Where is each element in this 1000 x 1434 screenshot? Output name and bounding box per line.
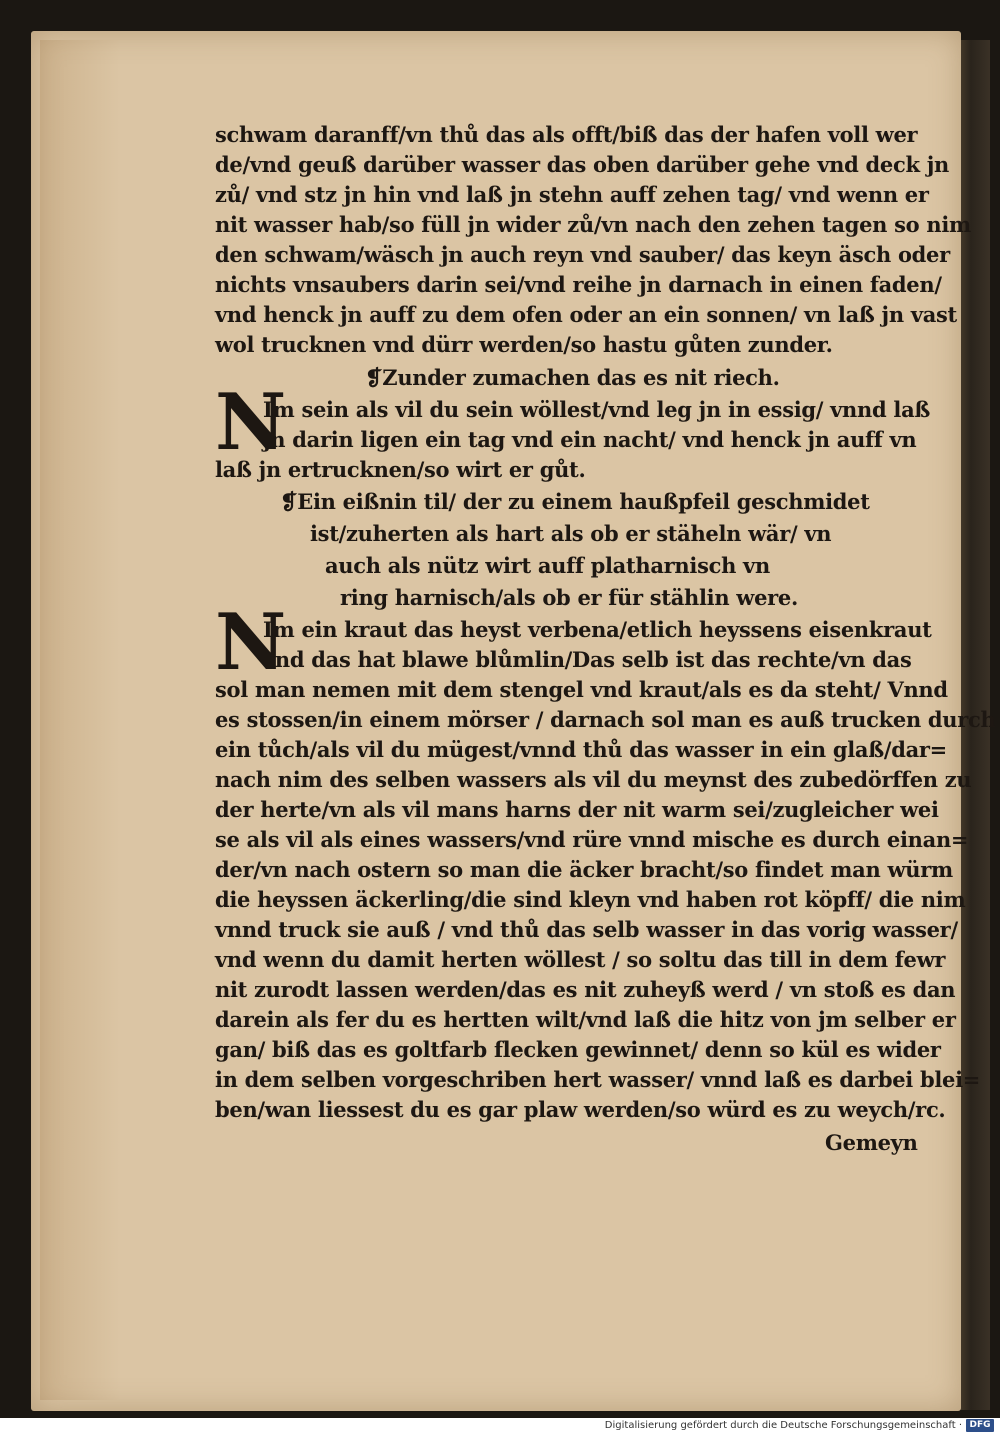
text-line: darein als fer du es hertten wilt/vnd laß die hitz von jm selber er (215, 1007, 956, 1032)
text-line: wol trucknen vnd dürr werden/so hastu gůten zunder. (215, 332, 833, 357)
text-line: laß jn ertrucknen/so wirt er gůt. (215, 457, 586, 482)
section-heading-line: ring harnisch/als ob er für stählin were. (340, 585, 798, 610)
section-heading-line: ❡Ein eißnin til/ der zu einem haußpfeil geschmidet (280, 489, 870, 514)
drop-initial: N (215, 377, 287, 468)
text-line: die heyssen äckerling/die sind kleyn vnd haben rot köpff/ die nim (215, 887, 966, 912)
catchword: Gemeyn (825, 1130, 918, 1155)
text-line: der/vn nach ostern so man die äcker bracht/so findet man würm (215, 857, 953, 882)
text-line: nit zurodt lassen werden/das es nit zuheyß werd / vn stoß es dan (215, 977, 956, 1002)
text-line: schwam daranff/vn thů das als offt/biß das der hafen voll wer (215, 122, 918, 147)
section-heading: ❡Zunder zumachen das es nit riech. (365, 365, 780, 390)
text-line: vnd wenn du damit herten wöllest / so soltu das till in dem fewr (215, 947, 946, 972)
footer-credit: Digitalisierung gefördert durch die Deutsche Forschungsgemeinschaft · (604, 1420, 962, 1431)
section-heading-line: auch als nütz wirt auff platharnisch vn (325, 553, 770, 578)
text-line: jn darin ligen ein tag vnd ein nacht/ vnd henck jn auff vn (263, 427, 917, 452)
text-line: de/vnd geuß darüber wasser das oben darüber gehe vnd deck jn (215, 152, 949, 177)
text-line: ben/wan liessest du es gar plaw werden/so würd es zu weych/rc. (215, 1097, 946, 1122)
text-line: nichts vnsaubers darin sei/vnd reihe jn darnach in einen faden/ (215, 272, 942, 297)
drop-initial: N (215, 597, 287, 688)
text-line: Im sein als vil du sein wöllest/vnd leg jn in essig/ vnnd laß (263, 397, 931, 422)
text-line: es stossen/in einem mörser / darnach sol man es auß trucken durch (215, 707, 996, 732)
text-line: nach nim des selben wassers als vil du meynst des zubedörffen zu (215, 767, 972, 792)
text-line: sol man nemen mit dem stengel vnd kraut/als es da steht/ Vnnd (215, 677, 948, 702)
text-line: den schwam/wäsch jn auch reyn vnd sauber/ das keyn äsch oder (215, 242, 950, 267)
text-line: nit wasser hab/so füll jn wider zů/vn nach den zehen tagen so nim (215, 212, 971, 237)
dfg-logo: DFG (966, 1419, 994, 1432)
text-line: se als vil als eines wassers/vnd rüre vnnd mische es durch einan= (215, 827, 969, 852)
text-line: der herte/vn als vil mans harns der nit warm sei/zugleicher wei (215, 797, 939, 822)
text-line: vnd henck jn auff zu dem ofen oder an ein sonnen/ vn laß jn vast (215, 302, 957, 327)
section-heading-line: ist/zuherten als hart als ob er stäheln wär/ vn (310, 521, 832, 546)
text-line: ein tůch/als vil du mügest/vnnd thů das wasser in ein glaß/dar= (215, 737, 947, 762)
text-line: Im ein kraut das heyst verbena/etlich heyssens eisenkraut (263, 617, 932, 642)
text-line: in dem selben vorgeschriben hert wasser/ vnnd laß es darbei blei= (215, 1067, 981, 1092)
text-line: vnnd truck sie auß / vnd thů das selb wasser in das vorig wasser/ (215, 917, 958, 942)
text-line: zů/ vnd stz jn hin vnd laß jn stehn auff zehen tag/ vnd wenn er (215, 182, 929, 207)
text-line: gan/ biß das es goltfarb flecken gewinnet/ denn so kül es wider (215, 1037, 941, 1062)
text-line: vnd das hat blawe blůmlin/Das selb ist das rechte/vn das (263, 647, 912, 672)
